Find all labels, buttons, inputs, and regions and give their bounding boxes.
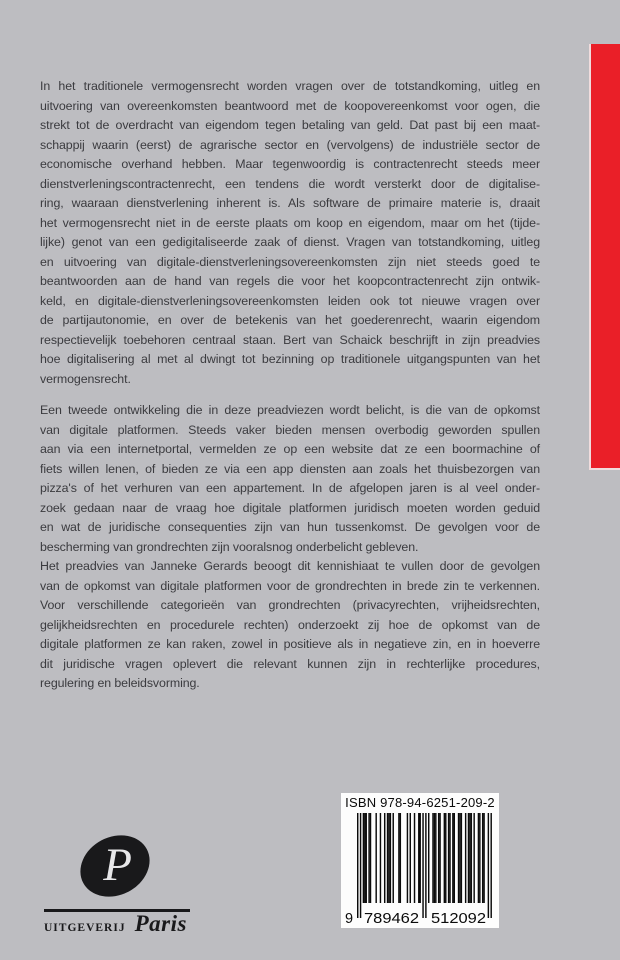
blurb-text — [40, 77, 540, 694]
blurb-line: regulering en beleidsvorming. — [40, 676, 200, 690]
svg-text:512092: 512092 — [431, 911, 486, 927]
blurb-line: economische overhand hebben. Maar tegenwoordig is contractenrecht steeds meer — [40, 157, 540, 171]
publisher-monogram-letter: P — [102, 838, 132, 891]
blurb-line: uitvoering van overeenkomsten beantwoord met de koopovereenkomst voor ogen, die — [40, 98, 540, 113]
blurb-line: ring, waaraan dienstverlening inherent is. Als software de primaire materie is, draait — [40, 196, 540, 210]
blurb-paragraph-3 — [40, 557, 540, 694]
ean13-barcode — [341, 793, 499, 928]
blurb-paragraph-1 — [40, 77, 540, 389]
isbn-barcode-panel — [341, 793, 499, 928]
svg-text:9: 9 — [344, 911, 354, 927]
blurb-line: Het preadvies van Janneke Gerards beoogt dit kennishiaat te vullen door de gevolgen — [40, 559, 540, 573]
publisher-name: Paris — [134, 911, 187, 936]
blurb-line: In het traditionele vermogensrecht worden vragen over de totstandkoming, uitleg en — [40, 79, 540, 93]
blurb-line: strekt tot de overdracht van eigendom tegen betaling van geld. Dat past bij een maat- — [40, 118, 540, 132]
publisher-name-row — [44, 911, 214, 937]
blurb-line: en uitvoering van digitale-dienstverleningsovereenkomsten zijn niet steeds goed te — [40, 254, 540, 269]
publisher-monogram-ellipse — [70, 823, 161, 908]
red-accent-stripe — [589, 44, 620, 470]
blurb-line: vermogensrecht. — [40, 371, 131, 386]
blurb-line: dienstverleningscontractenrecht, een tendens die wordt versterkt door de digitalise- — [40, 176, 540, 191]
blurb-line: van de opkomst van digitale platformen voor de grondrechten in brede zin te verkennen. — [40, 578, 540, 593]
blurb-line: bescherming van grondrechten zijn vooralsnog onderbelicht gebleven. — [40, 539, 419, 554]
blurb-line: en wat de juridische consequenties zijn van hun tussenkomst. De gevolgen voor de — [40, 520, 540, 534]
blurb-line: fiets willen lenen, of bieden ze via een app diensten aan zoals het thuisbezorgen van — [40, 461, 540, 476]
blurb-line: gelijkheidsrechten en procedurele rechten) onderzoekt zij hoe de opkomst van de — [40, 617, 540, 632]
blurb-line: beantwoorden aan de hand van regels die voor het koopcontractenrecht zijn ontwik- — [40, 274, 540, 288]
blurb-line: aan via een internetportal, vermelden ze op een website dat ze een boormachine of — [40, 442, 540, 456]
blurb-line: dit juridische vragen oplevert die relevant kunnen zijn in rechterlijke procedures, — [40, 656, 540, 671]
isbn-label: ISBN 978-94-6251-209-2 — [345, 795, 495, 810]
blurb-line: keld, en digitale-dienstverleningsovereenkomsten leiden ook tot nieuwe vragen over — [40, 293, 540, 308]
blurb-paragraph-2 — [40, 401, 540, 557]
blurb-line: het vermogensrecht niet in de eerste plaats om koop en eigendom, maar om het (tijde- — [40, 215, 540, 230]
blurb-line: pizza's of het verhuren van een appartement. In de afgelopen jaren is al veel onder- — [40, 481, 540, 495]
blurb-line: Voor verschillende categorieën van grondrechten (privacyrechten, vrijheidsrechten, — [40, 598, 540, 612]
blurb-line: digitale platformen ze kan raken, zowel in positieve als in negatieve zin, en in hoeverre — [40, 637, 540, 651]
publisher-name-prefix: UITGEVERIJ — [44, 922, 126, 934]
blurb-line: schappij waarin (eerst) de agrarische sector en (vervolgens) de industriële sector de — [40, 137, 540, 152]
svg-text:789462: 789462 — [364, 911, 419, 927]
blurb-line: zoek gedaan naar de vraag hoe digitale platformen juridisch moeten worden geduid — [40, 500, 540, 515]
blurb-line: van digitale platformen. Steeds vaker bieden mensen overbodig geworden spullen — [40, 422, 540, 437]
blurb-line: de partijautonomie, en over de betekenis van het goederenrecht, waarin eigendom — [40, 313, 540, 327]
blurb-line: hoe digitalisering al met al dwingt tot bezinning op traditionele uitgangspunten van het — [40, 352, 540, 366]
blurb-line: respectievelijk toebehoren centraal staan. Bert van Schaick beschrijft in zijn preadvies — [40, 332, 540, 347]
blurb-line: Een tweede ontwikkeling die in deze preadviezen wordt belicht, is die van de opkomst — [40, 403, 540, 417]
blurb-line: lijke) genot van een gedigitaliseerde zaak of dienst. Vragen van totstandkoming, uitleg — [40, 235, 540, 249]
